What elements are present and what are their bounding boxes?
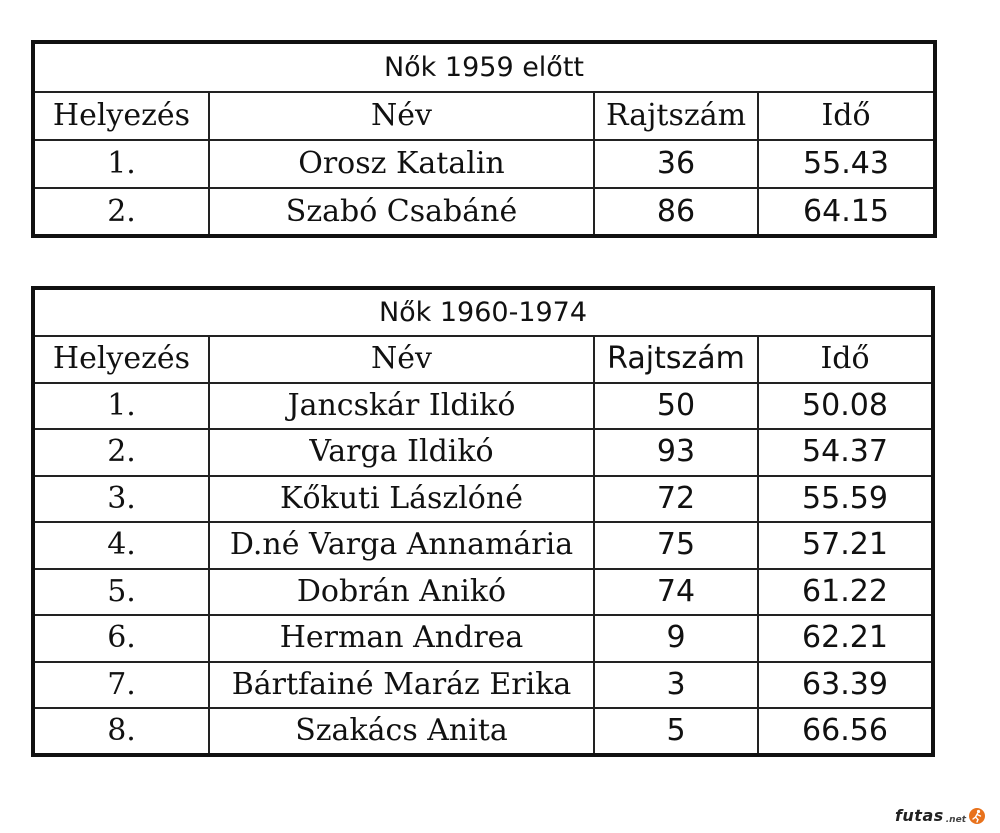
cell-time: 64.15 bbox=[758, 188, 935, 236]
table-title: Nők 1960-1974 bbox=[33, 288, 933, 336]
cell-bib: 86 bbox=[594, 188, 758, 236]
table-row bbox=[33, 708, 933, 755]
header-row bbox=[33, 92, 935, 140]
results-table-women-before-1959 bbox=[31, 40, 937, 238]
cell-bib: 74 bbox=[594, 569, 758, 616]
cell-name: Jancskár Ildikó bbox=[209, 383, 594, 430]
cell-name: Szabó Csabáné bbox=[209, 188, 594, 236]
table-row bbox=[33, 188, 935, 236]
cell-time: 66.56 bbox=[758, 708, 933, 755]
cell-time: 63.39 bbox=[758, 662, 933, 709]
table-title-row bbox=[33, 288, 933, 336]
runner-icon bbox=[968, 807, 986, 825]
cell-name: Kőkuti Lászlóné bbox=[209, 476, 594, 523]
cell-name: Bártfainé Maráz Erika bbox=[209, 662, 594, 709]
cell-bib: 3 bbox=[594, 662, 758, 709]
cell-time: 57.21 bbox=[758, 522, 933, 569]
logo-suffix: .net bbox=[945, 815, 966, 825]
cell-place: 7. bbox=[33, 662, 209, 709]
cell-time: 54.37 bbox=[758, 429, 933, 476]
cell-place: 6. bbox=[33, 615, 209, 662]
table-title: Nők 1959 előtt bbox=[33, 42, 935, 92]
cell-time: 55.43 bbox=[758, 140, 935, 188]
cell-time: 50.08 bbox=[758, 383, 933, 430]
table-row bbox=[33, 429, 933, 476]
cell-place: 4. bbox=[33, 522, 209, 569]
cell-bib: 93 bbox=[594, 429, 758, 476]
table-row bbox=[33, 615, 933, 662]
header-name: Név bbox=[209, 92, 594, 140]
table-row bbox=[33, 662, 933, 709]
cell-place: 3. bbox=[33, 476, 209, 523]
cell-bib: 9 bbox=[594, 615, 758, 662]
table-row bbox=[33, 383, 933, 430]
header-place: Helyezés bbox=[33, 336, 209, 383]
cell-name: D.né Varga Annamária bbox=[209, 522, 594, 569]
cell-place: 8. bbox=[33, 708, 209, 755]
cell-name: Varga Ildikó bbox=[209, 429, 594, 476]
table-row bbox=[33, 569, 933, 616]
cell-bib: 50 bbox=[594, 383, 758, 430]
header-place: Helyezés bbox=[33, 92, 209, 140]
cell-time: 61.22 bbox=[758, 569, 933, 616]
cell-time: 55.59 bbox=[758, 476, 933, 523]
cell-place: 5. bbox=[33, 569, 209, 616]
cell-bib: 72 bbox=[594, 476, 758, 523]
table-row bbox=[33, 140, 935, 188]
cell-place: 2. bbox=[33, 188, 209, 236]
table-row bbox=[33, 476, 933, 523]
cell-bib: 36 bbox=[594, 140, 758, 188]
logo-text: futas bbox=[894, 806, 944, 825]
header-row bbox=[33, 336, 933, 383]
header-time: Idő bbox=[758, 336, 933, 383]
cell-name: Szakács Anita bbox=[209, 708, 594, 755]
header-bib: Rajtszám bbox=[594, 92, 758, 140]
cell-name: Herman Andrea bbox=[209, 615, 594, 662]
header-name: Név bbox=[209, 336, 594, 383]
results-table-women-1960-1974 bbox=[31, 286, 935, 757]
cell-name: Dobrán Anikó bbox=[209, 569, 594, 616]
cell-name: Orosz Katalin bbox=[209, 140, 594, 188]
header-bib: Rajtszám bbox=[594, 336, 758, 383]
cell-place: 1. bbox=[33, 140, 209, 188]
cell-place: 1. bbox=[33, 383, 209, 430]
cell-time: 62.21 bbox=[758, 615, 933, 662]
futas-net-logo bbox=[895, 806, 986, 825]
cell-place: 2. bbox=[33, 429, 209, 476]
header-time: Idő bbox=[758, 92, 935, 140]
table-row bbox=[33, 522, 933, 569]
table-title-row bbox=[33, 42, 935, 92]
cell-bib: 75 bbox=[594, 522, 758, 569]
cell-bib: 5 bbox=[594, 708, 758, 755]
